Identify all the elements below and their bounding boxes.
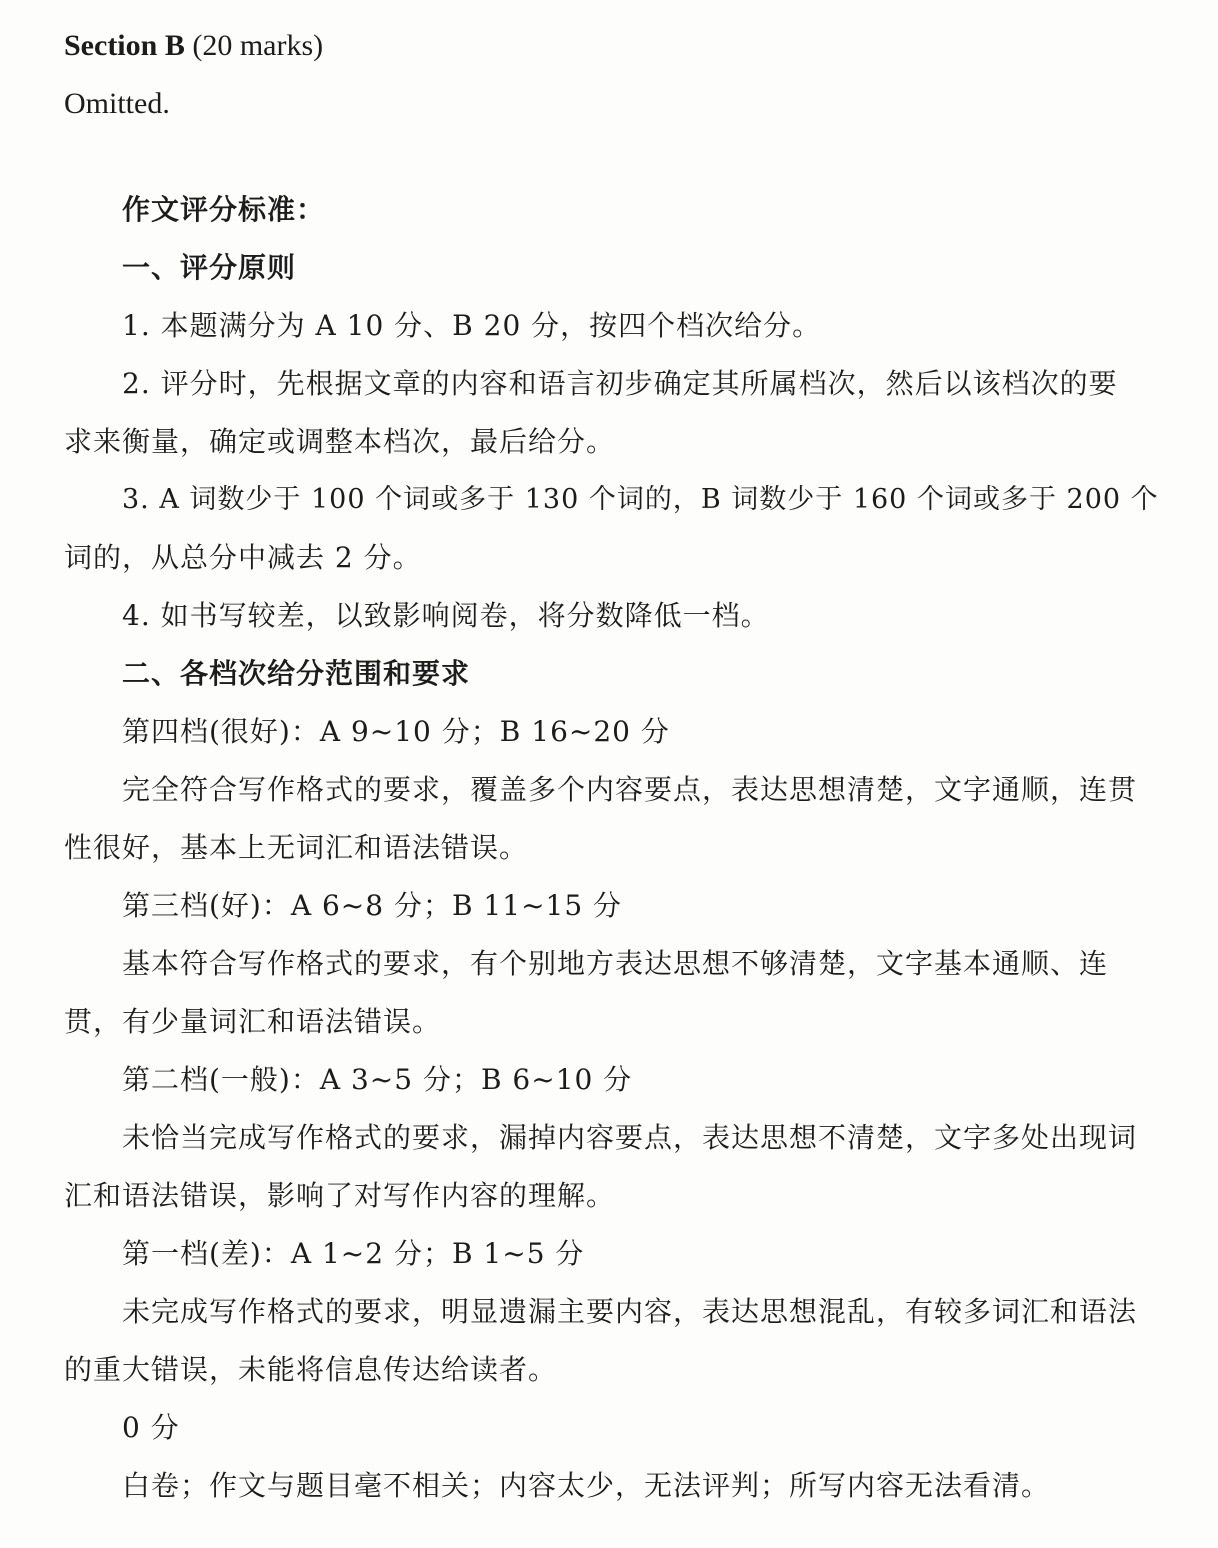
grade-4-line-2: 性很好，基本上无词汇和语法错误。 [64, 831, 529, 864]
rule-4: 4. 如书写较差，以致影响阅卷，将分数降低一档。 [122, 599, 770, 632]
grade-0-line-1: 白卷；作文与题目毫不相关；内容太少，无法评判；所写内容无法看清。 [122, 1469, 1051, 1502]
grade-4-title: 第四档(很好)：A 9~10 分；B 16~20 分 [122, 715, 670, 748]
rule-2-line-2: 求来衡量，确定或调整本档次，最后给分。 [64, 425, 616, 458]
rule-1: 1. 本题满分为 A 10 分、B 20 分，按四个档次给分。 [122, 309, 822, 342]
rule-3-line-1: 3. A 词数少于 100 个词或多于 130 个词的，B 词数少于 160 个词或多于 200 个 [122, 484, 1159, 515]
grade-2-line-2: 汇和语法错误，影响了对写作内容的理解。 [64, 1179, 616, 1212]
grade-2-title: 第二档(一般)：A 3~5 分；B 6~10 分 [122, 1063, 633, 1096]
grade-1-line-2: 的重大错误，未能将信息传达给读者。 [64, 1353, 558, 1386]
grade-3-title: 第三档(好)：A 6~8 分；B 11~15 分 [122, 889, 623, 922]
rule-2-line-1: 2. 评分时，先根据文章的内容和语言初步确定其所属档次，然后以该档次的要 [122, 367, 1118, 400]
grade-1-line-1: 未完成写作格式的要求，明显遗漏主要内容，表达思想混乱，有较多词汇和语法 [122, 1295, 1138, 1328]
grade-0-title: 0 分 [122, 1411, 180, 1444]
grade-1-title: 第一档(差)：A 1~2 分；B 1~5 分 [122, 1237, 585, 1270]
part1-title: 一、评分原则 [122, 251, 297, 284]
section-b-heading [64, 26, 323, 66]
criteria-heading: 作文评分标准： [122, 193, 326, 226]
part2-title: 二、各档次给分范围和要求 [122, 657, 471, 690]
grade-3-line-2: 贯，有少量词汇和语法错误。 [64, 1005, 442, 1038]
section-b-omitted: Omitted. [64, 87, 170, 120]
rule-3-line-2: 词的，从总分中减去 2 分。 [64, 541, 422, 574]
grade-3-line-1: 基本符合写作格式的要求，有个别地方表达思想不够清楚，文字基本通顺、连 [122, 947, 1109, 980]
section-b-title: Section B [64, 29, 185, 62]
section-b-marks: (20 marks) [184, 29, 324, 62]
grade-2-line-1: 未恰当完成写作格式的要求，漏掉内容要点，表达思想不清楚，文字多处出现词 [122, 1121, 1138, 1154]
grade-4-line-1: 完全符合写作格式的要求，覆盖多个内容要点，表达思想清楚，文字通顺，连贯 [122, 773, 1138, 806]
